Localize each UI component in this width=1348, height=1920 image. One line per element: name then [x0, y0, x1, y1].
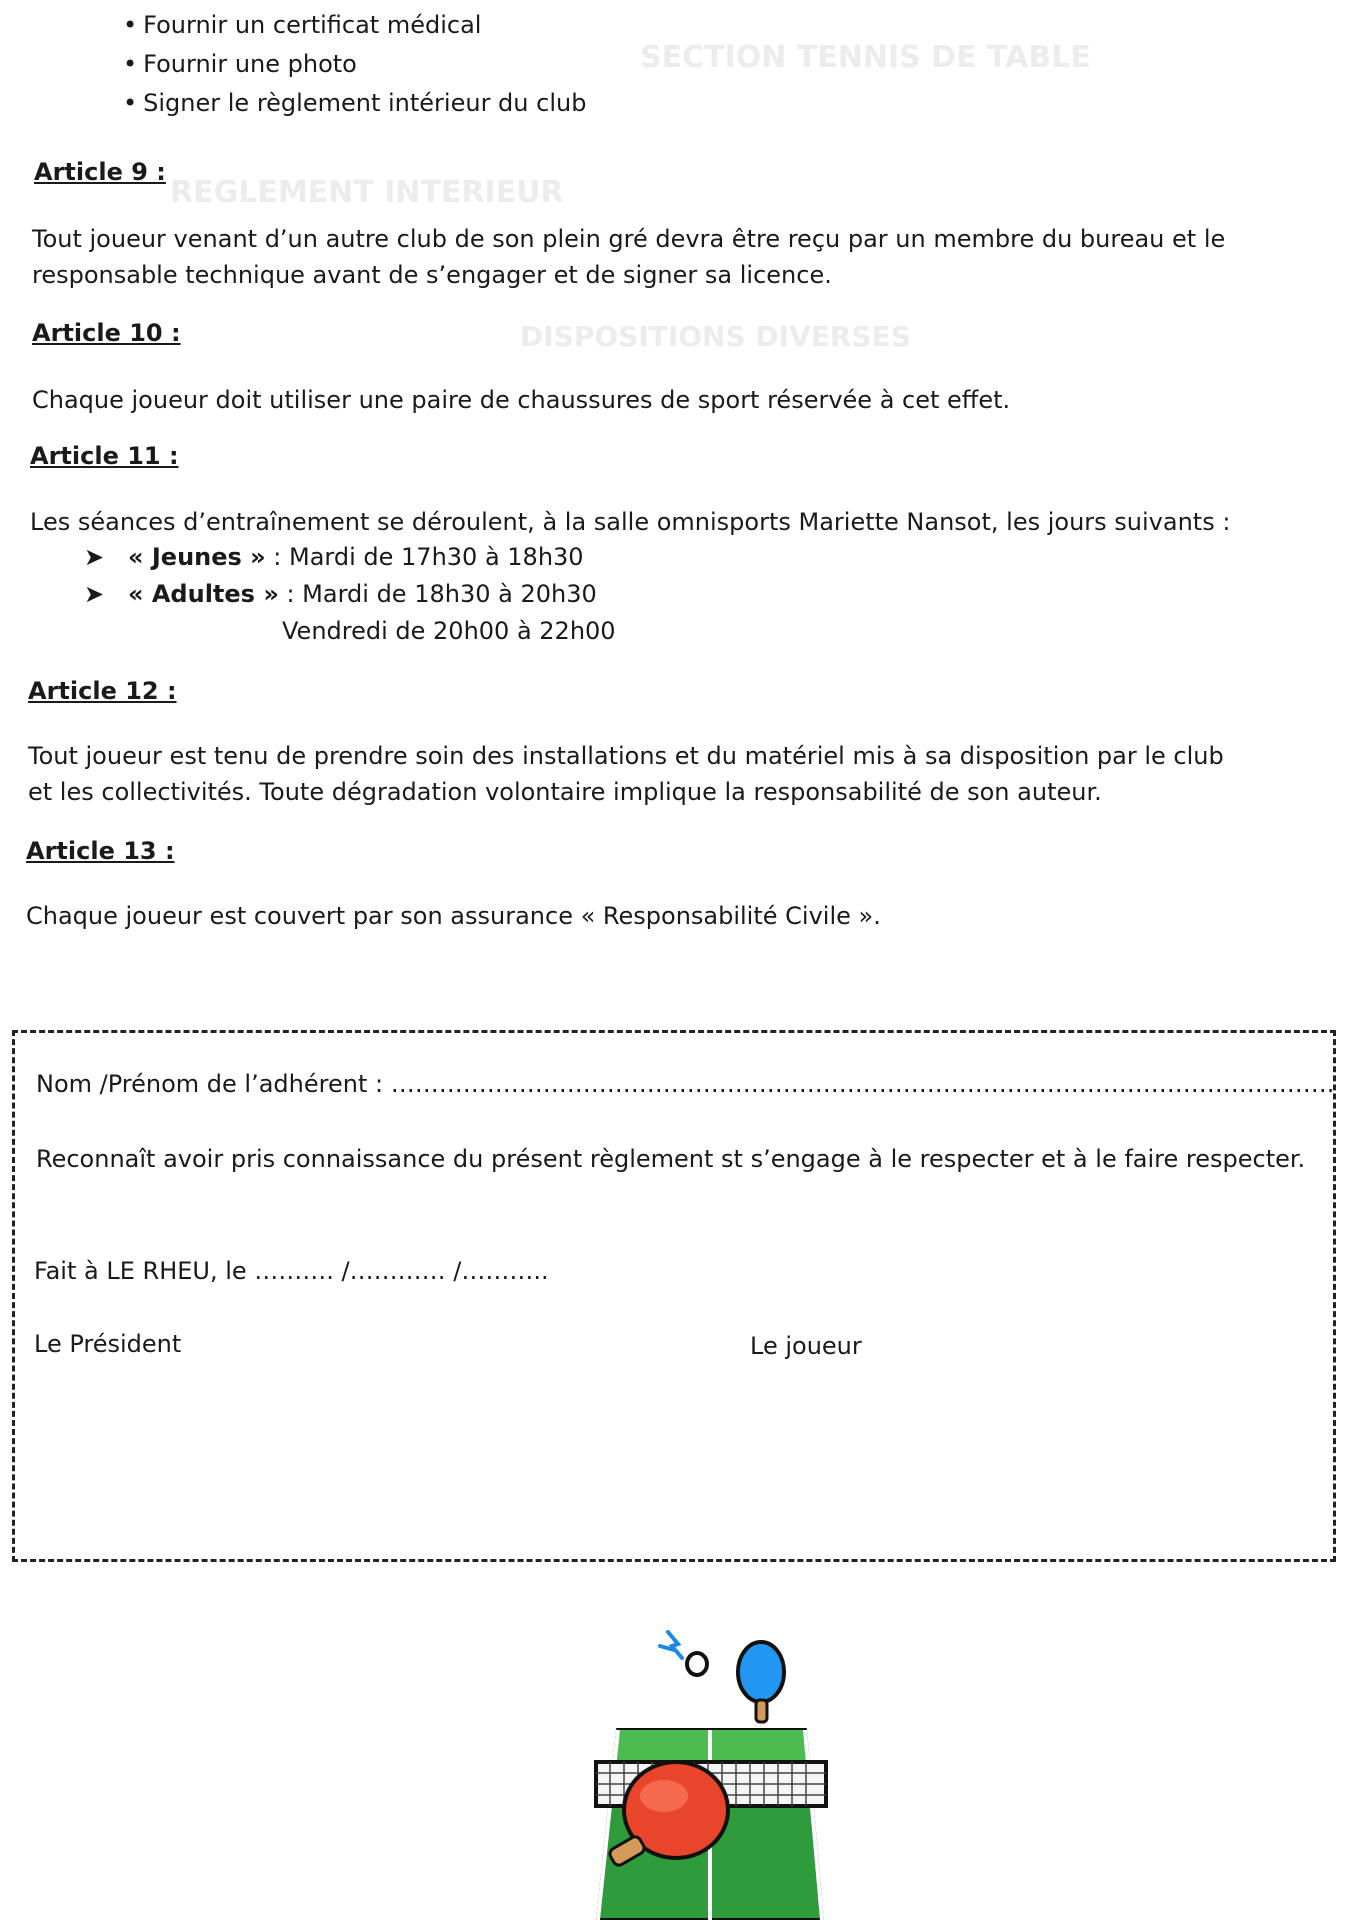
arrow-bullet-icon: ➤ — [84, 580, 105, 608]
paragraph-line: responsable technique avant de s’engager et de signer sa licence. — [32, 261, 832, 289]
schedule-item-adultes-friday: Vendredi de 20h00 à 22h00 — [282, 617, 616, 645]
article-heading: Article 13 : — [26, 837, 175, 865]
paragraph-line: Les séances d’entraînement se déroulent, à la salle omnisports Mariette Nansot, les jours suivants : — [30, 508, 1231, 536]
paragraph-line: Tout joueur est tenu de prendre soin des installations et du matériel mis à sa disposition par le club — [28, 742, 1224, 770]
article-paragraph — [28, 738, 1224, 810]
article-heading: Article 12 : — [28, 677, 177, 705]
bleed-through-text: DISPOSITIONS DIVERSES — [520, 320, 911, 353]
player-signature-label: Le joueur — [750, 1332, 862, 1360]
article-heading: Article 9 : — [34, 158, 166, 186]
paragraph-line: Tout joueur venant d’un autre club de son plein gré devra être reçu par un membre du bureau et le — [32, 225, 1226, 253]
article-paragraph — [26, 898, 881, 934]
article-heading: Article 11 : — [30, 442, 179, 470]
list-item: • Signer le règlement intérieur du club — [123, 84, 586, 123]
arrow-bullet-icon: ➤ — [84, 543, 105, 571]
ping-pong-table-icon — [560, 1620, 830, 1920]
acknowledgement-text: Reconnaît avoir pris connaissance du présent règlement st s’engage à le respecter et à le faire respecter. — [36, 1145, 1306, 1173]
paragraph-line: Chaque joueur doit utiliser une paire de chaussures de sport réservée à cet effet. — [32, 386, 1011, 414]
paragraph-line: et les collectivités. Toute dégradation volontaire implique la responsabilité de son auteur. — [28, 778, 1102, 806]
schedule-item-jeunes: ➤ « Jeunes » : Mardi de 17h30 à 18h30 — [84, 539, 616, 576]
training-schedule — [84, 539, 616, 650]
list-item: • Fournir une photo — [123, 45, 586, 84]
schedule-item-adultes: ➤ « Adultes » : Mardi de 18h30 à 20h30 — [84, 576, 616, 613]
article-paragraph — [32, 221, 1225, 293]
article-paragraph — [32, 382, 1010, 418]
article-heading: Article 10 : — [32, 319, 181, 347]
president-signature-label: Le Président — [34, 1330, 182, 1358]
paragraph-line: Chaque joueur est couvert par son assurance « Responsabilité Civile ». — [26, 902, 881, 930]
signature-form-box — [12, 1030, 1336, 1562]
bleed-through-text: SECTION TENNIS DE TABLE — [640, 40, 1091, 75]
bleed-through-text: REGLEMENT INTERIEUR — [170, 175, 564, 210]
place-date-field[interactable]: Fait à LE RHEU, le ………. /………… /……….. — [34, 1257, 549, 1285]
article-paragraph — [30, 504, 1230, 540]
member-name-field[interactable]: Nom /Prénom de l’adhérent : ………………………………………………………………………………………………………. — [36, 1070, 1335, 1098]
requirements-list — [123, 6, 586, 123]
list-item: • Fournir un certificat médical — [123, 6, 586, 45]
